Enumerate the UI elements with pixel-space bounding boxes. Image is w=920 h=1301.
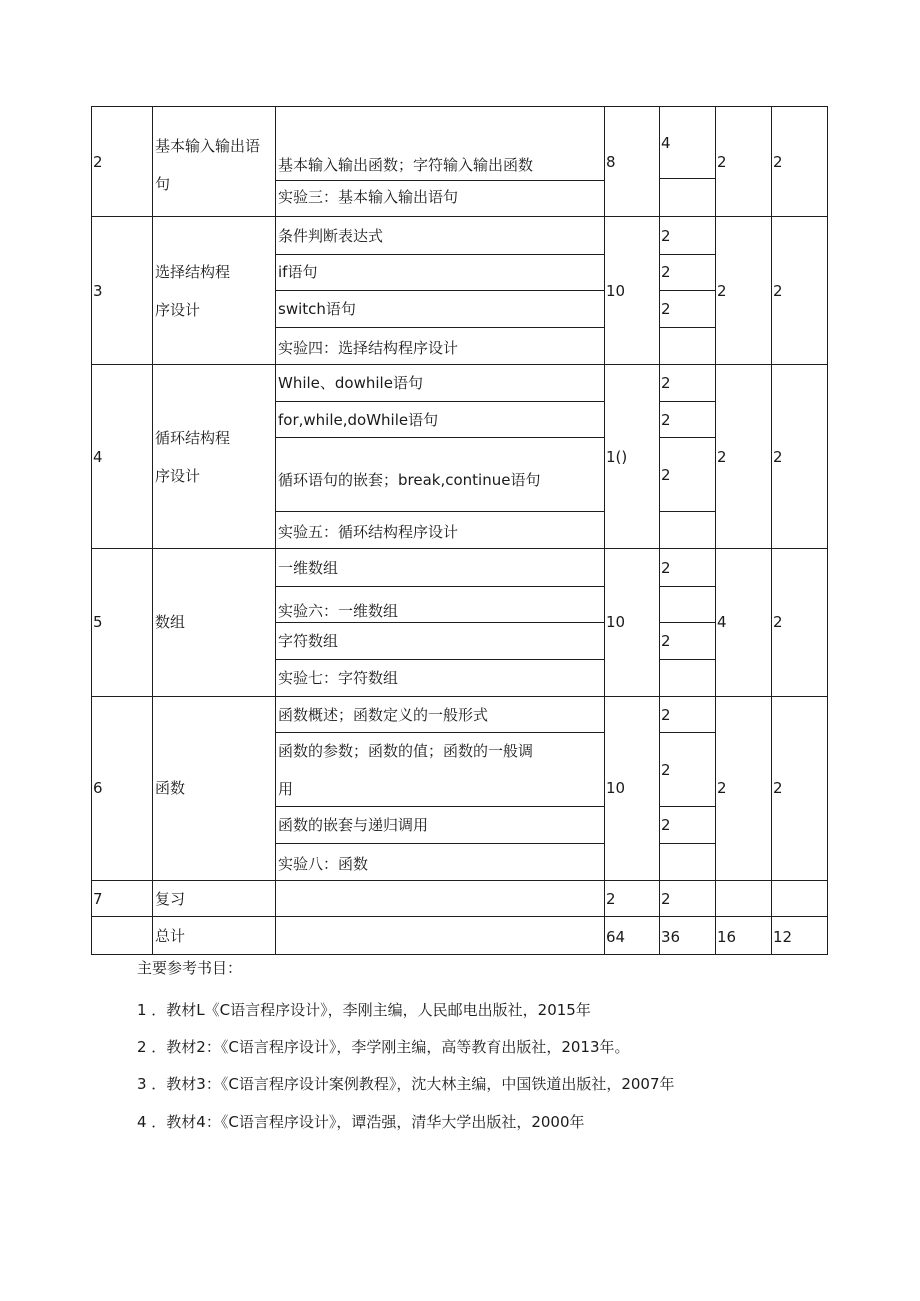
total-hours: 10 bbox=[606, 613, 626, 631]
cell-divider bbox=[275, 806, 604, 807]
topic-cell: 实验六：一维数组 bbox=[278, 602, 399, 620]
topic-cell: 字符数组 bbox=[278, 632, 339, 650]
cell-divider bbox=[275, 437, 604, 438]
cell-divider bbox=[275, 511, 604, 512]
lecture-hours: 2 bbox=[661, 559, 671, 577]
row-number: 6 bbox=[93, 779, 103, 797]
row-divider bbox=[91, 696, 828, 697]
row-divider bbox=[91, 364, 828, 365]
cell-divider bbox=[275, 622, 604, 623]
cell-divider bbox=[659, 327, 715, 328]
topic-cell: 函数的参数；函数的值；函数的一般调 bbox=[278, 742, 534, 760]
chapter-title: 循环结构程 bbox=[155, 429, 231, 447]
cell-divider bbox=[659, 254, 715, 255]
row-number: 5 bbox=[93, 613, 103, 631]
topic-cell: 函数的嵌套与递归调用 bbox=[278, 816, 429, 834]
hours-col-d: 2 bbox=[773, 282, 783, 300]
topic-cell: 实验五：循环结构程序设计 bbox=[278, 523, 459, 541]
table-border-bottom bbox=[91, 954, 828, 955]
topic-cell: 条件判断表达式 bbox=[278, 227, 384, 245]
hours-col-d: 12 bbox=[773, 928, 793, 946]
total-row-label: 总计 bbox=[155, 927, 186, 945]
lecture-hours: 2 bbox=[661, 632, 671, 650]
table-border-right bbox=[827, 106, 828, 955]
column-divider bbox=[771, 106, 772, 955]
reference-item: 4 ．教材4：《C语言程序设计》，谭浩强，清华大学出版社，2000年 bbox=[137, 1113, 585, 1131]
references-heading: 主要参考书目： bbox=[137, 959, 243, 977]
cell-divider bbox=[659, 437, 715, 438]
hours-col-d: 2 bbox=[773, 779, 783, 797]
total-hours: 64 bbox=[606, 928, 626, 946]
row-number: 7 bbox=[93, 890, 103, 908]
lecture-hours: 36 bbox=[661, 928, 681, 946]
cell-divider bbox=[659, 732, 715, 733]
chapter-title: 复习 bbox=[155, 890, 186, 908]
topic-cell: While、dowhile语句 bbox=[278, 374, 423, 392]
lecture-hours: 2 bbox=[661, 300, 671, 318]
cell-divider bbox=[659, 511, 715, 512]
hours-col-c: 2 bbox=[717, 282, 727, 300]
cell-divider bbox=[275, 180, 604, 181]
cell-divider bbox=[275, 843, 604, 844]
hours-col-c: 4 bbox=[717, 613, 727, 631]
total-hours: 2 bbox=[606, 890, 616, 908]
lecture-hours: 2 bbox=[661, 466, 671, 484]
lecture-hours: 2 bbox=[661, 263, 671, 281]
column-divider bbox=[604, 106, 605, 955]
topic-cell: if语句 bbox=[278, 263, 318, 281]
chapter-title: 句 bbox=[155, 175, 171, 193]
row-divider bbox=[91, 548, 828, 549]
topic-cell: 循环语句的嵌套；break,continue语句 bbox=[278, 471, 541, 489]
reference-item: 2 ．教材2：《C语言程序设计》，李学刚主编，高等教育出版社，2013年。 bbox=[137, 1038, 630, 1056]
row-divider bbox=[91, 916, 828, 917]
lecture-hours: 2 bbox=[661, 890, 671, 908]
lecture-hours: 2 bbox=[661, 761, 671, 779]
topic-cell: switch语句 bbox=[278, 300, 356, 318]
lecture-hours: 2 bbox=[661, 816, 671, 834]
column-divider bbox=[152, 106, 153, 955]
hours-col-c: 2 bbox=[717, 779, 727, 797]
topic-cell: 用 bbox=[278, 780, 294, 798]
cell-divider bbox=[275, 401, 604, 402]
reference-item: 1 ．教材L《C语言程序设计》，李刚主编，人民邮电出版社，2015年 bbox=[137, 1001, 591, 1019]
hours-col-c: 2 bbox=[717, 153, 727, 171]
table-border-left bbox=[91, 106, 92, 955]
cell-divider bbox=[275, 254, 604, 255]
reference-item: 3 ．教材3：《C语言程序设计案例教程》，沈大林主编，中国铁道出版社，2007年 bbox=[137, 1075, 675, 1093]
topic-cell: 实验七：字符数组 bbox=[278, 669, 399, 687]
lecture-hours: 4 bbox=[661, 134, 671, 152]
hours-col-d: 2 bbox=[773, 153, 783, 171]
chapter-title: 函数 bbox=[155, 779, 186, 797]
lecture-hours: 2 bbox=[661, 374, 671, 392]
row-divider bbox=[91, 880, 828, 881]
hours-col-c: 2 bbox=[717, 448, 727, 466]
cell-divider bbox=[275, 732, 604, 733]
cell-divider bbox=[659, 843, 715, 844]
topic-cell: 实验四：选择结构程序设计 bbox=[278, 339, 459, 357]
cell-divider bbox=[659, 401, 715, 402]
cell-divider bbox=[659, 586, 715, 587]
cell-divider bbox=[659, 290, 715, 291]
row-number: 3 bbox=[93, 282, 103, 300]
topic-cell: 实验三：基本输入输出语句 bbox=[278, 188, 459, 206]
topic-cell: for,while,doWhile语句 bbox=[278, 411, 439, 429]
total-hours: 10 bbox=[606, 282, 626, 300]
table-border-top bbox=[91, 106, 828, 107]
cell-divider bbox=[275, 290, 604, 291]
hours-col-d: 2 bbox=[773, 448, 783, 466]
lecture-hours: 2 bbox=[661, 227, 671, 245]
total-hours: 10 bbox=[606, 779, 626, 797]
row-number: 4 bbox=[93, 448, 103, 466]
cell-divider bbox=[659, 178, 715, 179]
topic-cell: 函数概述；函数定义的一般形式 bbox=[278, 706, 489, 724]
total-hours: 1() bbox=[606, 448, 628, 466]
cell-divider bbox=[275, 327, 604, 328]
cell-divider bbox=[659, 622, 715, 623]
chapter-title: 基本输入输出语 bbox=[155, 137, 261, 155]
chapter-title: 序设计 bbox=[155, 301, 201, 319]
topic-cell: 实验八：函数 bbox=[278, 855, 369, 873]
total-hours: 8 bbox=[606, 153, 616, 171]
topic-cell: 基本输入输出函数；字符输入输出函数 bbox=[278, 156, 534, 174]
lecture-hours: 2 bbox=[661, 411, 671, 429]
cell-divider bbox=[659, 806, 715, 807]
hours-col-d: 2 bbox=[773, 613, 783, 631]
chapter-title: 选择结构程 bbox=[155, 263, 231, 281]
column-divider bbox=[659, 106, 660, 955]
lecture-hours: 2 bbox=[661, 706, 671, 724]
column-divider bbox=[275, 106, 276, 955]
cell-divider bbox=[275, 659, 604, 660]
chapter-title: 序设计 bbox=[155, 467, 201, 485]
row-divider bbox=[91, 216, 828, 217]
column-divider bbox=[715, 106, 716, 955]
chapter-title: 数组 bbox=[155, 613, 186, 631]
cell-divider bbox=[659, 659, 715, 660]
hours-col-c: 16 bbox=[717, 928, 737, 946]
row-number: 2 bbox=[93, 153, 103, 171]
cell-divider bbox=[275, 586, 604, 587]
topic-cell: 一维数组 bbox=[278, 559, 339, 577]
